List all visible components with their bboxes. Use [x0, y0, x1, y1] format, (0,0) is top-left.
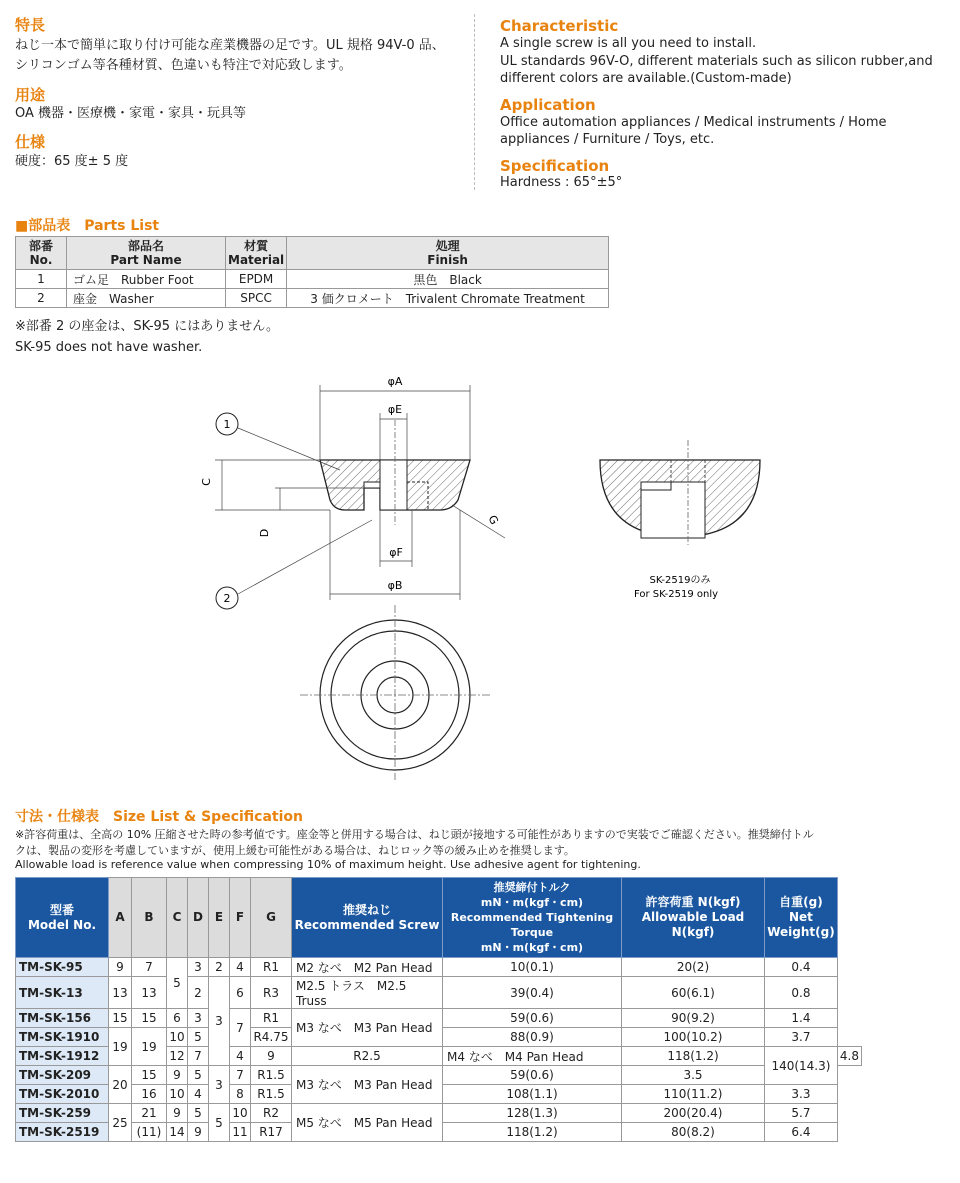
cell-G: R1 [251, 1009, 292, 1028]
cell-D: 7 [188, 1047, 209, 1066]
cell-B: 13 [132, 977, 167, 1009]
parts-header-finish: 処理 Finish [287, 237, 609, 270]
spec-text-en: Hardness : 65°±5° [500, 175, 623, 190]
cell-A: 25 [109, 1104, 132, 1142]
cell-E: 3 [209, 977, 230, 1066]
cell-G: R2.5 [292, 1047, 443, 1066]
cell-torque: 118(1.2) [622, 1047, 765, 1066]
size-note-jp1: ※許容荷重は、全高の 10% 圧縮させた時の参考値です。座金等と併用する場合は、ねじ頭が接地する可能性がありますので実装でご確認ください。推奨締付トル [15, 828, 814, 841]
cell-E: 3 [209, 1066, 230, 1104]
callout-1: 1 [223, 418, 231, 431]
cell-D: 9 [188, 1123, 209, 1142]
size-note-en: Allowable load is reference value when compressing 10% of maximum height. Use adhesive agent for tightening. [15, 858, 641, 871]
cell-torque: 128(1.3) [443, 1104, 622, 1123]
table-row [16, 1009, 862, 1028]
cell-D: 5 [188, 1104, 209, 1123]
table-row [16, 289, 609, 308]
header-E: E [209, 878, 230, 958]
cell-G: R1 [251, 958, 292, 977]
spec-text-jp: 硬度：65 度± 5 度 [15, 154, 129, 169]
column-divider [474, 14, 475, 190]
sk2519-note-jp: SK-2519のみ [649, 575, 711, 586]
cell-load: 200(20.4) [622, 1104, 765, 1123]
top-view [300, 605, 490, 780]
dim-phiB: φB [387, 579, 403, 592]
parts-list-title: ■部品表 Parts List [15, 218, 160, 234]
characteristic-title: Characteristic [500, 17, 619, 35]
cell-C: 5 [167, 958, 188, 1009]
cell-C: 10 [167, 1085, 188, 1104]
parts-header-name: 部品名 Part Name [67, 237, 226, 270]
cell-F: 9 [251, 1047, 292, 1066]
app-line1: Office automation appliances / Medical instruments / Home [500, 115, 887, 130]
model-no: TM-SK-95 [16, 958, 109, 977]
cell-load: 140(14.3) [765, 1047, 838, 1085]
cell-A: 15 [109, 1009, 132, 1028]
cell-B: 21 [132, 1104, 167, 1123]
part-no: 1 [16, 270, 67, 289]
spec-title-en: Specification [500, 157, 610, 175]
technical-drawing [0, 360, 960, 780]
features-line2-jp: シリコンゴム等各種材質、色違いも特注で対応致します。 [15, 58, 352, 73]
dim-G: G [485, 513, 501, 527]
model-no: TM-SK-1910 [16, 1028, 109, 1047]
table-row [16, 958, 862, 977]
parts-table [15, 236, 609, 308]
cell-G: R17 [251, 1123, 292, 1142]
cell-load: 100(10.2) [622, 1028, 765, 1047]
parts-note-en: SK-95 does not have washer. [15, 340, 203, 355]
cell-E: 5 [209, 1104, 230, 1142]
dim-phiA: φA [387, 375, 403, 388]
part-finish: 黒色 Black [287, 270, 609, 289]
cell-F: 7 [230, 1009, 251, 1047]
part-name: ゴム足 Rubber Foot [67, 270, 226, 289]
model-no: TM-SK-13 [16, 977, 109, 1009]
cell-torque: 59(0.6) [443, 1009, 622, 1028]
features-line1-jp: ねじ一本で簡単に取り付け可能な産業機器の足です。UL 規格 94V-0 品、 [15, 38, 445, 53]
cell-B: 19 [132, 1028, 167, 1066]
cell-D: 3 [188, 1009, 209, 1028]
dim-D: D [258, 528, 271, 538]
cell-screw: M3 なべ M3 Pan Head [292, 1009, 443, 1047]
cell-load: 90(9.2) [622, 1009, 765, 1028]
cell-weight: 4.8 [837, 1047, 861, 1066]
cell-B: 15 [132, 1009, 167, 1028]
cell-load: 20(2) [622, 958, 765, 977]
model-no: TM-SK-2519 [16, 1123, 109, 1142]
cell-B: 7 [132, 958, 167, 977]
cell-F: 7 [230, 1066, 251, 1085]
cell-screw: M2.5 トラス M2.5 Truss [292, 977, 443, 1009]
cell-B: (11) [132, 1123, 167, 1142]
model-no: TM-SK-1912 [16, 1047, 109, 1066]
cell-D: 5 [188, 1028, 209, 1047]
cell-C: 10 [167, 1028, 188, 1047]
cell-A: 13 [109, 977, 132, 1009]
header-weight: 自重(g) Net Weight(g) [765, 878, 838, 958]
part-material: SPCC [226, 289, 287, 308]
header-model: 型番 Model No. [16, 878, 109, 958]
cell-G: R2 [251, 1104, 292, 1123]
cell-weight: 5.7 [765, 1104, 838, 1123]
cell-F: 6 [230, 977, 251, 1009]
char-line3: different colors are available.(Custom-made) [500, 71, 792, 86]
header-C: C [167, 878, 188, 958]
model-no: TM-SK-259 [16, 1104, 109, 1123]
cell-load: 80(8.2) [622, 1123, 765, 1142]
application-text-jp: OA 機器・医療機・家電・家具・玩具等 [15, 106, 247, 121]
cell-weight: 0.4 [765, 958, 838, 977]
section-view [215, 385, 505, 609]
dim-C: C [200, 478, 213, 486]
app-line2: appliances / Furniture / Toys, etc. [500, 132, 715, 147]
sk2519-section-view [600, 440, 760, 545]
spec-title-jp: 仕様 [15, 133, 46, 151]
cell-torque: 59(0.6) [443, 1066, 622, 1085]
header-A: A [109, 878, 132, 958]
cell-C: 14 [167, 1123, 188, 1142]
cell-weight: 6.4 [765, 1123, 838, 1142]
sk2519-note-en: For SK-2519 only [633, 589, 719, 600]
cell-torque: 88(0.9) [443, 1028, 622, 1047]
size-note-jp2: クは、製品の変形を考慮していますが、使用上緩む可能性がある場合は、ねじロック等の緩み止めを推奨します。 [15, 844, 575, 857]
cell-B: 15 [132, 1066, 167, 1085]
cell-weight: 0.8 [765, 977, 838, 1009]
features-title-jp: 特長 [15, 16, 46, 34]
table-row [16, 270, 609, 289]
cell-F: 11 [230, 1123, 251, 1142]
callout-2: 2 [223, 592, 231, 605]
header-G: G [251, 878, 292, 958]
cell-screw: M4 なべ M4 Pan Head [443, 1047, 622, 1066]
header-load: 許容荷重 N(kgf) Allowable Load N(kgf) [622, 878, 765, 958]
header-screw: 推奨ねじ Recommended Screw [292, 878, 443, 958]
cell-load: 60(6.1) [622, 977, 765, 1009]
char-line2: UL standards 96V-O, different materials such as silicon rubber,and [500, 54, 933, 69]
application-title-en: Application [500, 96, 596, 114]
dim-phiE: φE [387, 403, 403, 416]
model-no: TM-SK-209 [16, 1066, 109, 1085]
char-line1: A single screw is all you need to install. [500, 36, 757, 51]
application-title-jp: 用途 [15, 86, 46, 104]
part-name: 座金 Washer [67, 289, 226, 308]
cell-weight: 1.4 [765, 1009, 838, 1028]
cell-C: 9 [167, 1104, 188, 1123]
model-no: TM-SK-156 [16, 1009, 109, 1028]
cell-D: 4 [188, 1085, 209, 1104]
part-no: 2 [16, 289, 67, 308]
cell-G: R1.5 [251, 1085, 292, 1104]
size-spec-table [15, 877, 862, 1142]
cell-weight: 3.7 [765, 1028, 838, 1047]
size-list-title: 寸法・仕様表 Size List & Specification [15, 809, 303, 825]
cell-weight: 3.5 [622, 1066, 765, 1085]
cell-D: 3 [188, 958, 209, 977]
dim-phiF: φF [389, 546, 403, 559]
parts-header-no: 部番 No. [16, 237, 67, 270]
cell-D: 5 [188, 1066, 209, 1085]
cell-weight: 3.3 [765, 1085, 838, 1104]
cell-screw: M3 なべ M3 Pan Head [292, 1066, 443, 1104]
cell-C: 9 [167, 1066, 188, 1085]
cell-G: R4.75 [251, 1028, 292, 1047]
cell-D: 2 [188, 977, 209, 1009]
cell-A: 19 [109, 1028, 132, 1066]
cell-A: 20 [109, 1066, 132, 1104]
parts-note-jp: ※部番 2 の座金は、SK-95 にはありません。 [15, 319, 279, 334]
cell-G: R1.5 [251, 1066, 292, 1085]
table-row [16, 977, 862, 1009]
cell-torque: 39(0.4) [443, 977, 622, 1009]
cell-B: 16 [132, 1085, 167, 1104]
cell-A: 9 [109, 958, 132, 977]
cell-load: 110(11.2) [622, 1085, 765, 1104]
cell-F: 4 [230, 958, 251, 977]
header-D: D [188, 878, 209, 958]
cell-torque: 108(1.1) [443, 1085, 622, 1104]
cell-C: 6 [167, 1009, 188, 1028]
parts-header-material: 材質 Material [226, 237, 287, 270]
part-finish: 3 価クロメート Trivalent Chromate Treatment [287, 289, 609, 308]
cell-F: 10 [230, 1104, 251, 1123]
model-no: TM-SK-2010 [16, 1085, 109, 1104]
cell-C: 12 [167, 1047, 188, 1066]
cell-screw: M5 なべ M5 Pan Head [292, 1104, 443, 1142]
cell-E: 2 [209, 958, 230, 977]
cell-torque: 118(1.2) [443, 1123, 622, 1142]
header-F: F [230, 878, 251, 958]
cell-screw: M2 なべ M2 Pan Head [292, 958, 443, 977]
header-B: B [132, 878, 167, 958]
part-material: EPDM [226, 270, 287, 289]
table-row [16, 1104, 862, 1123]
header-torque: 推奨締付トルク mN・m(kgf・cm) Recommended Tightening Torque mN・m(kgf・cm) [443, 878, 622, 958]
cell-E: 4 [230, 1047, 251, 1066]
table-row [16, 1066, 862, 1085]
cell-G: R3 [251, 977, 292, 1009]
cell-F: 8 [230, 1085, 251, 1104]
cell-torque: 10(0.1) [443, 958, 622, 977]
